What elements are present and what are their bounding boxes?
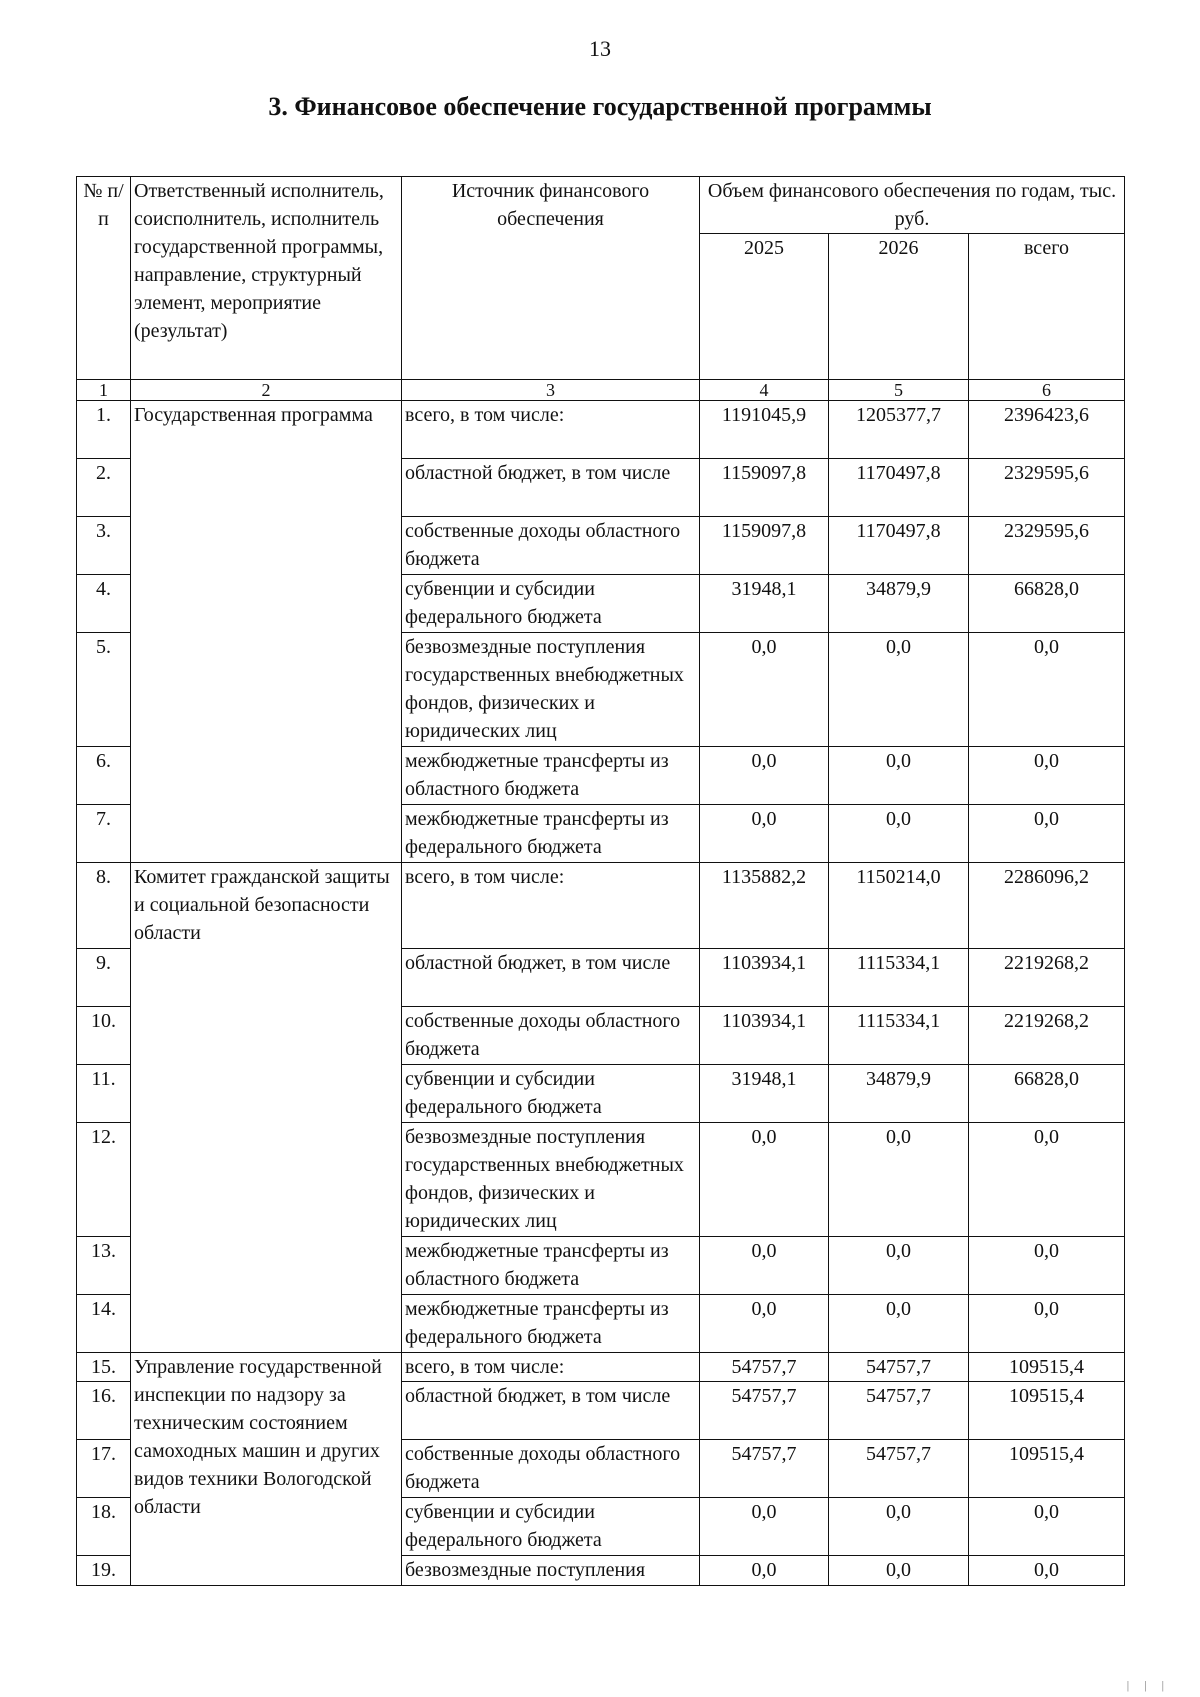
row-number: 13. bbox=[77, 1237, 131, 1295]
source-cell: межбюджетные трансферты из федерального бюджета bbox=[402, 805, 700, 863]
page-number: 13 bbox=[589, 36, 611, 61]
row-number: 4. bbox=[77, 575, 131, 633]
source-cell: безвозмездные поступления государственных внебюджетных фондов, физических и юридических лиц bbox=[402, 633, 700, 747]
source-cell: безвозмездные поступления государственных внебюджетных фондов, физических и юридических лиц bbox=[402, 1123, 700, 1237]
column-number: 3 bbox=[402, 380, 700, 401]
value-2026: 54757,7 bbox=[829, 1353, 969, 1382]
source-cell: субвенции и субсидии федерального бюджета bbox=[402, 1498, 700, 1556]
value-2025: 0,0 bbox=[700, 1123, 829, 1237]
value-total: 109515,4 bbox=[969, 1353, 1125, 1382]
row-number: 15. bbox=[77, 1353, 131, 1382]
header-year-2025: 2025 bbox=[700, 234, 829, 380]
source-cell: межбюджетные трансферты из областного бюджета bbox=[402, 1237, 700, 1295]
row-number: 9. bbox=[77, 949, 131, 1007]
row-number: 14. bbox=[77, 1295, 131, 1353]
value-2026: 0,0 bbox=[829, 1123, 969, 1237]
row-number: 11. bbox=[77, 1065, 131, 1123]
table-row bbox=[77, 863, 1125, 949]
scan-marks: | | | bbox=[1126, 1678, 1170, 1692]
value-2026: 1115334,1 bbox=[829, 949, 969, 1007]
value-total: 109515,4 bbox=[969, 1382, 1125, 1440]
value-2025: 1103934,1 bbox=[700, 949, 829, 1007]
value-2026: 1170497,8 bbox=[829, 517, 969, 575]
table-body bbox=[77, 401, 1125, 1586]
value-2025: 31948,1 bbox=[700, 575, 829, 633]
value-2026: 34879,9 bbox=[829, 1065, 969, 1123]
value-2025: 0,0 bbox=[700, 1556, 829, 1586]
header-executor: Ответственный исполнитель, соисполнитель, исполнитель государственной программы, направление, структурный элемент, мероприятие (результат) bbox=[131, 177, 402, 380]
source-cell: собственные доходы областного бюджета bbox=[402, 1440, 700, 1498]
value-2026: 0,0 bbox=[829, 1237, 969, 1295]
value-2025: 54757,7 bbox=[700, 1382, 829, 1440]
value-total: 0,0 bbox=[969, 1556, 1125, 1586]
row-number: 19. bbox=[77, 1556, 131, 1586]
value-2025: 54757,7 bbox=[700, 1353, 829, 1382]
source-cell: всего, в том числе: bbox=[402, 1353, 700, 1382]
value-2025: 31948,1 bbox=[700, 1065, 829, 1123]
value-total: 0,0 bbox=[969, 1237, 1125, 1295]
value-2026: 0,0 bbox=[829, 1295, 969, 1353]
row-number: 18. bbox=[77, 1498, 131, 1556]
source-cell: областной бюджет, в том числе bbox=[402, 1382, 700, 1440]
source-cell: областной бюджет, в том числе bbox=[402, 459, 700, 517]
column-number-row bbox=[77, 380, 1125, 401]
financing-table bbox=[76, 176, 1125, 1586]
column-number: 2 bbox=[131, 380, 402, 401]
source-cell: межбюджетные трансферты из федерального бюджета bbox=[402, 1295, 700, 1353]
value-total: 2219268,2 bbox=[969, 949, 1125, 1007]
value-total: 2219268,2 bbox=[969, 1007, 1125, 1065]
value-2026: 1150214,0 bbox=[829, 863, 969, 949]
value-total: 66828,0 bbox=[969, 575, 1125, 633]
source-cell: субвенции и субсидии федерального бюджета bbox=[402, 575, 700, 633]
column-number: 1 bbox=[77, 380, 131, 401]
value-2025: 0,0 bbox=[700, 1237, 829, 1295]
value-2026: 1115334,1 bbox=[829, 1007, 969, 1065]
value-2025: 1191045,9 bbox=[700, 401, 829, 459]
header-total: всего bbox=[969, 234, 1125, 380]
value-2026: 34879,9 bbox=[829, 575, 969, 633]
row-number: 5. bbox=[77, 633, 131, 747]
value-total: 0,0 bbox=[969, 805, 1125, 863]
table-header bbox=[77, 177, 1125, 401]
value-2025: 54757,7 bbox=[700, 1440, 829, 1498]
executor-cell: Государственная программа bbox=[131, 401, 402, 863]
row-number: 12. bbox=[77, 1123, 131, 1237]
value-2025: 1103934,1 bbox=[700, 1007, 829, 1065]
value-2026: 0,0 bbox=[829, 1498, 969, 1556]
value-total: 2286096,2 bbox=[969, 863, 1125, 949]
value-2026: 54757,7 bbox=[829, 1440, 969, 1498]
value-2025: 1159097,8 bbox=[700, 459, 829, 517]
value-total: 109515,4 bbox=[969, 1440, 1125, 1498]
row-number: 1. bbox=[77, 401, 131, 459]
value-total: 2329595,6 bbox=[969, 517, 1125, 575]
row-number: 6. bbox=[77, 747, 131, 805]
source-cell: всего, в том числе: bbox=[402, 863, 700, 949]
value-2025: 0,0 bbox=[700, 633, 829, 747]
column-number: 6 bbox=[969, 380, 1125, 401]
value-2026: 0,0 bbox=[829, 633, 969, 747]
column-number: 5 bbox=[829, 380, 969, 401]
row-number: 16. bbox=[77, 1382, 131, 1440]
header-no: № п/п bbox=[77, 177, 131, 380]
value-total: 0,0 bbox=[969, 1123, 1125, 1237]
source-cell: собственные доходы областного бюджета bbox=[402, 517, 700, 575]
row-number: 17. bbox=[77, 1440, 131, 1498]
value-2026: 0,0 bbox=[829, 1556, 969, 1586]
row-number: 2. bbox=[77, 459, 131, 517]
header-source: Источник финансового обеспечения bbox=[402, 177, 700, 380]
row-number: 7. bbox=[77, 805, 131, 863]
document-title: 3. Финансовое обеспечение государственной программы bbox=[268, 92, 932, 121]
value-total: 0,0 bbox=[969, 747, 1125, 805]
column-number: 4 bbox=[700, 380, 829, 401]
value-2026: 0,0 bbox=[829, 805, 969, 863]
table-row bbox=[77, 1353, 1125, 1382]
table-row bbox=[77, 401, 1125, 459]
row-number: 8. bbox=[77, 863, 131, 949]
header-year-2026: 2026 bbox=[829, 234, 969, 380]
value-total: 0,0 bbox=[969, 633, 1125, 747]
executor-cell: Управление государственной инспекции по надзору за техническим состоянием самоходных машин и других видов техники Вологодской области bbox=[131, 1353, 402, 1586]
source-cell: областной бюджет, в том числе bbox=[402, 949, 700, 1007]
row-number: 3. bbox=[77, 517, 131, 575]
value-2025: 0,0 bbox=[700, 1498, 829, 1556]
value-total: 2396423,6 bbox=[969, 401, 1125, 459]
row-number: 10. bbox=[77, 1007, 131, 1065]
source-cell: субвенции и субсидии федерального бюджета bbox=[402, 1065, 700, 1123]
header-volume: Объем финансового обеспечения по годам, тыс. руб. bbox=[700, 177, 1125, 234]
value-2025: 1135882,2 bbox=[700, 863, 829, 949]
value-2025: 0,0 bbox=[700, 747, 829, 805]
source-cell: собственные доходы областного бюджета bbox=[402, 1007, 700, 1065]
value-2025: 1159097,8 bbox=[700, 517, 829, 575]
source-cell: межбюджетные трансферты из областного бюджета bbox=[402, 747, 700, 805]
value-2026: 54757,7 bbox=[829, 1382, 969, 1440]
value-2026: 1205377,7 bbox=[829, 401, 969, 459]
executor-cell: Комитет гражданской защиты и социальной безопасности области bbox=[131, 863, 402, 1353]
source-cell: безвозмездные поступления bbox=[402, 1556, 700, 1586]
value-total: 0,0 bbox=[969, 1498, 1125, 1556]
source-cell: всего, в том числе: bbox=[402, 401, 700, 459]
value-2025: 0,0 bbox=[700, 805, 829, 863]
value-2026: 0,0 bbox=[829, 747, 969, 805]
value-total: 0,0 bbox=[969, 1295, 1125, 1353]
value-2025: 0,0 bbox=[700, 1295, 829, 1353]
value-2026: 1170497,8 bbox=[829, 459, 969, 517]
value-total: 2329595,6 bbox=[969, 459, 1125, 517]
value-total: 66828,0 bbox=[969, 1065, 1125, 1123]
